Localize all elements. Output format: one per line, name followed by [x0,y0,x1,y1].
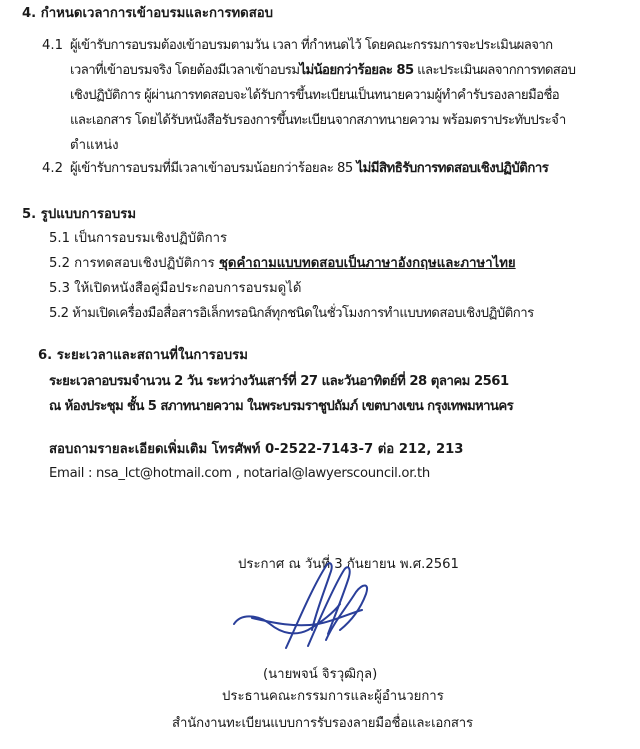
item-4-2-text-a: ผู้เข้ารับการอบรมที่มีเวลาเข้าอบรมน้อยกว่าร้อยละ 85 [70,161,357,176]
signatory-title-2: สำนักงานทะเบียนแบบการรับรองลายมือชื่อและเอกสาร [172,716,473,731]
section-6-venue: ณ ห้องประชุม ชั้น 5 สภาทนายความ ในพระบรมราชูปถัมภ์ เขตบางเขน กรุงเทพมหานคร [49,399,514,414]
item-4-2-number: 4.2 [42,161,63,176]
item-4-1-line-4: และเอกสาร โดยได้รับหนังสือรับรองการขึ้นทะเบียนจากสภาทนายความ พร้อมตราประทับประจำ [70,113,566,128]
item-4-1-line-2b: ไม่น้อยกว่าร้อยละ 85 [299,63,414,78]
item-5-2 [49,256,516,272]
signatory-name: (นายพจน์ จิรวุฒิกุล) [263,667,378,682]
signatory-title-1: ประธานคณะกรรมการและผู้อำนวยการ [222,689,444,704]
item-5-2-emphasis: ชุดคำถามแบบทดสอบเป็นภาษาอังกฤษและภาษาไทย [218,256,516,271]
section-5-heading: 5. รูปแบบการอบรม [22,207,137,222]
item-4-2-text-b: ไม่มีสิทธิรับการทดสอบเชิงปฏิบัติการ [356,161,549,176]
announcement-date: ประกาศ ณ วันที่ 3 กันยายน พ.ศ.2561 [238,557,459,572]
item-4-1-line-3: เชิงปฏิบัติการ ผู้ผ่านการทดสอบจะได้รับการขึ้นทะเบียนเป็นทนายความผู้ทำคำรับรองลายมือชื่อ [70,88,560,103]
section-6-duration: ระยะเวลาอบรมจำนวน 2 วัน ระหว่างวันเสาร์ที่ 27 และวันอาทิตย์ที่ 28 ตุลาคม 2561 [49,374,509,389]
section-6-heading: 6. ระยะเวลาและสถานที่ในการอบรม [38,348,248,363]
item-4-2-text [70,161,548,177]
item-4-1-line-2a: เวลาที่เข้าอบรมจริง โดยต้องมีเวลาเข้าอบรม [70,63,300,78]
item-5-1: 5.1 เป็นการอบรมเชิงปฏิบัติการ [49,231,228,246]
item-5-3: 5.3 ให้เปิดหนังสือคู่มือประกอบการอบรมดูได้ [49,281,302,296]
item-5-4: 5.2 ห้ามเปิดเครื่องมือสื่อสารอิเล็กทรอนิกส์ทุกชนิดในชั่วโมงการทำแบบทดสอบเชิงปฏิบัติการ [49,306,534,321]
item-4-1-line-2c: และประเมินผลจากการทดสอบ [413,63,576,78]
item-4-1-line-1: ผู้เข้ารับการอบรมต้องเข้าอบรมตามวัน เวลา ที่กำหนดไว้ โดยคณะกรรมการจะประเมินผลจาก [70,38,553,53]
section-4-heading: 4. กำหนดเวลาการเข้าอบรมและการทดสอบ [22,6,274,21]
contact-phone: สอบถามรายละเอียดเพิ่มเติม โทรศัพท์ 0-2522-7143-7 ต่อ 212, 213 [49,442,464,457]
signature-scribble [230,552,380,662]
item-4-1-line-2 [70,63,575,79]
contact-email: Email : nsa_lct@hotmail.com , notarial@lawyerscouncil.or.th [49,466,430,481]
item-5-2-label: 5.2 การทดสอบเชิงปฏิบัติการ [49,256,219,271]
item-4-1-line-5: ตำแหน่ง [70,138,119,153]
item-4-1-number: 4.1 [42,38,63,53]
